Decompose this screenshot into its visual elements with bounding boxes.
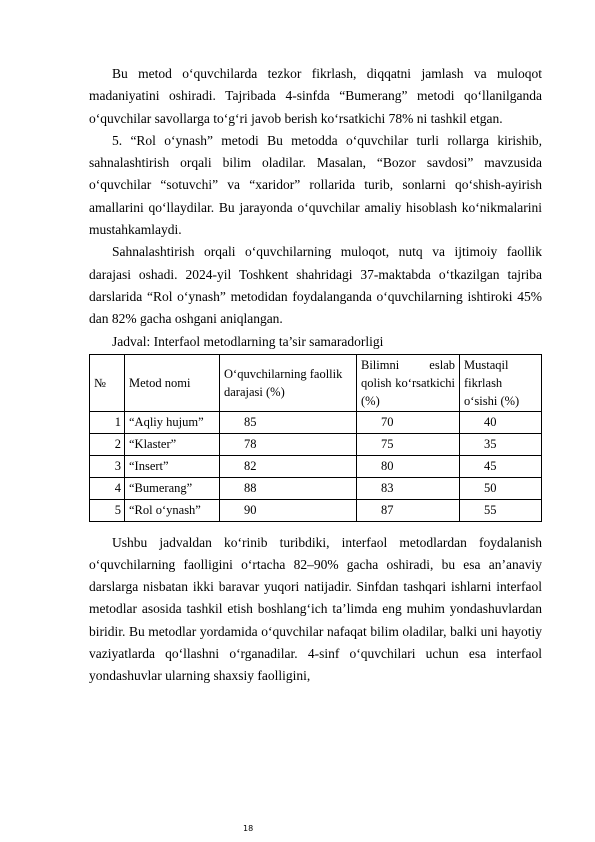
retention-value: 80 xyxy=(357,455,460,477)
method-name: “Insert” xyxy=(125,455,220,477)
row-number: 2 xyxy=(90,433,125,455)
method-name: “Bumerang” xyxy=(125,477,220,499)
header-number: № xyxy=(90,354,125,411)
page-content xyxy=(89,63,542,688)
row-number: 3 xyxy=(90,455,125,477)
header-method-name: Metod nomi xyxy=(125,354,220,411)
methods-effectiveness-table xyxy=(89,354,542,522)
retention-value: 75 xyxy=(357,433,460,455)
retention-value: 87 xyxy=(357,499,460,521)
paragraph-staging-results: Sahnalashtirish orqali o‘quvchilarning muloqot, nutq va ijtimoiy faollik darajasi oshadi. 2024-yil Toshkent shahridagi 37-maktabda o‘tkazilgan tajriba darslarida “Rol o‘ynash” metodidan foydalanganda o‘quvchilarning ishtiroki 45% dan 82% gacha oshgani aniqlangan. xyxy=(89,244,542,327)
thinking-value: 40 xyxy=(460,411,542,433)
paragraph-rol-oynash-method: 5. “Rol o‘ynash” metodi Bu metodda o‘quvchilar turli rollarga kirishib, sahnalashtirish orqali bilim oladilar. Masalan, “Bozor savdosi” mavzusida o‘quvchilar “sotuvchi” va “xaridor” rollarida turib, sonlarni qo‘shish-ayirish amallarini qo‘llaydilar. Bu jarayonda o‘quvchilar amaliy hisoblash ko‘nikmalarini mustahkamlaydi. xyxy=(89,132,542,238)
row-number: 5 xyxy=(90,499,125,521)
table-row xyxy=(90,455,542,477)
table-row xyxy=(90,477,542,499)
activity-value: 85 xyxy=(220,411,357,433)
activity-value: 78 xyxy=(220,433,357,455)
activity-value: 82 xyxy=(220,455,357,477)
table-header-row xyxy=(90,354,542,411)
header-retention: Bilimni eslab qolish ko‘rsatkichi (%) xyxy=(357,354,460,411)
table-row xyxy=(90,433,542,455)
table-caption: Jadval: Interfaol metodlarning ta’sir samaradorligi xyxy=(112,333,384,349)
paragraph-conclusion: Ushbu jadvaldan ko‘rinib turibdiki, interfaol metodlardan foydalanish o‘quvchilarning faolligini o‘rtacha 82–90% gacha oshiradi, bu esa an’anaviy darslarga nisbatan ikki baravar yuqori natijadir. Sinfdan tashqari ishlarni interfaol metodlar asosida tashkil etish boshlang‘ich ta’limda eng muhim yondashuvlardan biridir. Bu metodlar yordamida o‘quvchilar nafaqat bilim oladilar, balki uni hayotiy vaziyatlarda qo‘llashni o‘rganadilar. 4-sinf o‘quvchilari uchun esa interfaol yondashuvlar ularning shaxsiy faolligini, xyxy=(89,534,542,684)
table-row xyxy=(90,411,542,433)
activity-value: 88 xyxy=(220,477,357,499)
thinking-value: 45 xyxy=(460,455,542,477)
method-name: “Rol o‘ynash” xyxy=(125,499,220,521)
table-row xyxy=(90,499,542,521)
retention-value: 83 xyxy=(357,477,460,499)
paragraph-bumerang-result: Bu metod o‘quvchilarda tezkor fikrlash, diqqatni jamlash va muloqot madaniyatini oshiradi. Tajribada 4-sinfda “Bumerang” metodi qo‘llanilganda o‘quvchilar savollarga to‘g‘ri javob berish ko‘rsatkichi 78% ni tashkil etgan. xyxy=(89,66,542,126)
page-number: 18 xyxy=(243,824,254,833)
activity-value: 90 xyxy=(220,499,357,521)
thinking-value: 35 xyxy=(460,433,542,455)
row-number: 1 xyxy=(90,411,125,433)
header-activity-level: O‘quvchilarning faollik darajasi (%) xyxy=(220,354,357,411)
method-name: “Klaster” xyxy=(125,433,220,455)
thinking-value: 50 xyxy=(460,477,542,499)
header-independent-thinking: Mustaqil fikrlash o‘sishi (%) xyxy=(460,354,542,411)
method-name: “Aqliy hujum” xyxy=(125,411,220,433)
retention-value: 70 xyxy=(357,411,460,433)
row-number: 4 xyxy=(90,477,125,499)
thinking-value: 55 xyxy=(460,499,542,521)
